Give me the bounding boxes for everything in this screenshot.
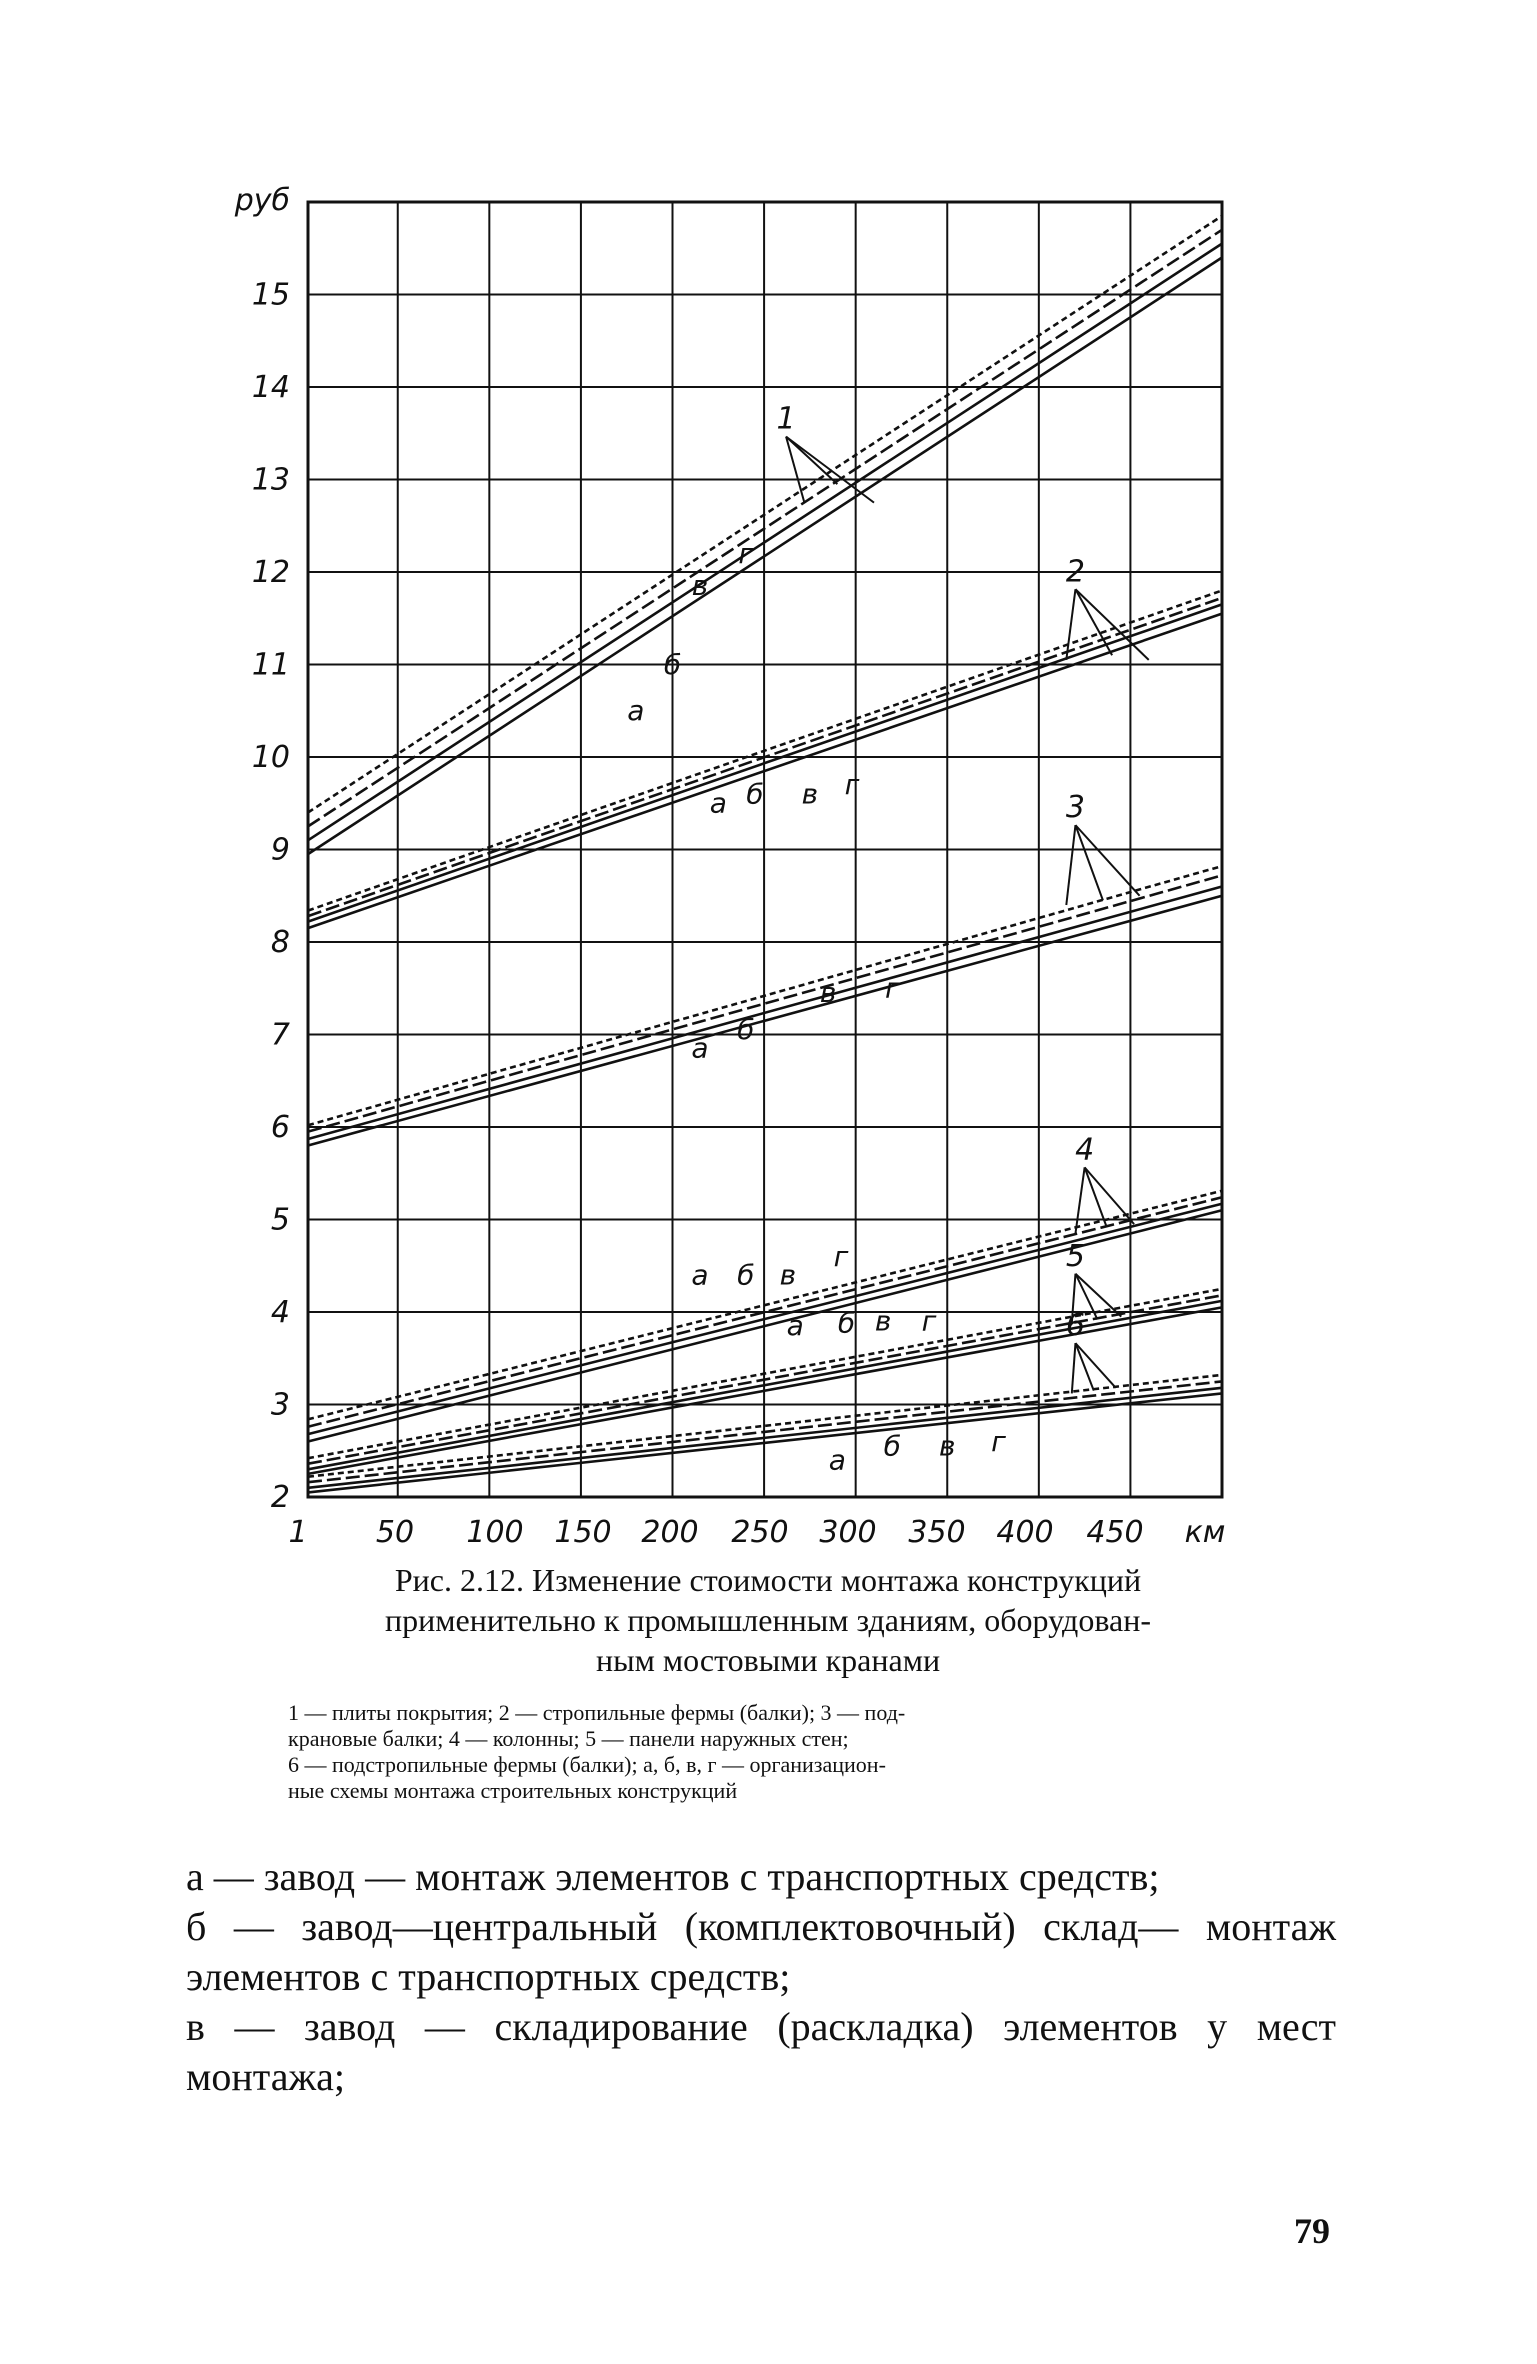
scheme-letter-2-в: в xyxy=(801,777,819,811)
scheme-letter-6-в: в xyxy=(938,1429,956,1463)
group-pointer-6 xyxy=(1075,1343,1093,1391)
legend-line: крановые балки; 4 — колонны; 5 — панели наружных стен; xyxy=(288,1726,849,1751)
scheme-letter-1-в: в xyxy=(691,569,709,603)
group-pointer-4 xyxy=(1085,1167,1134,1224)
body-paragraph: в — завод — складирование (раскладка) элементов у мест монтажа; xyxy=(186,2004,1336,2099)
y-tick-label: 15 xyxy=(251,277,290,313)
x-tick-label: км xyxy=(1184,1515,1226,1550)
scheme-letter-5-а: а xyxy=(786,1309,804,1343)
scheme-letter-5-в: в xyxy=(874,1304,892,1338)
scheme-letter-4-а: а xyxy=(691,1258,709,1292)
scheme-letter-6-б: б xyxy=(883,1429,901,1463)
scheme-letter-5-г: г xyxy=(921,1304,937,1338)
scheme-letter-2-г: г xyxy=(844,768,860,801)
scheme-letter-3-б: б xyxy=(737,1013,755,1047)
y-tick-label: 8 xyxy=(270,925,290,960)
x-tick-label: 200 xyxy=(641,1515,699,1550)
legend-line: 1 — плиты покрытия; 2 — стропильные фермы (балки); 3 — под- xyxy=(288,1700,906,1725)
scheme-letter-4-б: б xyxy=(737,1258,755,1292)
y-tick-label: 2 xyxy=(270,1480,290,1515)
y-tick-label: 7 xyxy=(270,1017,290,1053)
group-pointer-1 xyxy=(786,437,804,503)
group-pointer-3 xyxy=(1066,825,1075,905)
legend-line: ные схемы монтажа строительных конструкций xyxy=(288,1778,738,1803)
scheme-letter-1-г: г xyxy=(738,536,754,570)
chart-annotations xyxy=(627,402,1148,1477)
scheme-letter-6-г: г xyxy=(991,1424,1006,1458)
y-tick-label: 4 xyxy=(270,1295,290,1330)
group-pointer-4 xyxy=(1075,1167,1084,1233)
scheme-letter-3-а: а xyxy=(691,1031,709,1065)
caption-title-line: применительно к промышленным зданиям, оборудован- xyxy=(384,1602,1151,1638)
group-label-4: 4 xyxy=(1075,1132,1095,1168)
caption-title-line: Рис. 2.12. Изменение стоимости монтажа конструкций xyxy=(394,1562,1142,1598)
group-pointer-1 xyxy=(786,437,837,485)
group-pointer-1 xyxy=(786,437,874,503)
group-pointer-2 xyxy=(1075,589,1148,660)
y-tick-label: 10 xyxy=(251,740,290,775)
group-label-6: 6 xyxy=(1065,1308,1086,1344)
x-tick-label: 100 xyxy=(466,1515,524,1550)
y-tick-label: 14 xyxy=(251,370,290,405)
group-pointer-4 xyxy=(1085,1167,1107,1227)
page-number: 79 xyxy=(1294,2211,1330,2251)
legend-line: 6 — подстропильные фермы (балки); а, б, в, г — организацион- xyxy=(288,1752,886,1777)
x-tick-label: 400 xyxy=(996,1515,1054,1550)
x-tick-label: 300 xyxy=(819,1515,877,1550)
group-pointer-6 xyxy=(1075,1343,1115,1388)
y-tick-label: 9 xyxy=(270,832,290,868)
group-pointer-2 xyxy=(1075,589,1112,655)
x-tick-label: 350 xyxy=(908,1515,966,1550)
scheme-letter-2-б: б xyxy=(746,777,764,811)
group-pointer-6 xyxy=(1072,1343,1076,1393)
scheme-letter-6-а: а xyxy=(828,1443,846,1477)
y-tick-label: 11 xyxy=(251,647,290,683)
x-tick-label: 250 xyxy=(731,1515,789,1550)
body-text xyxy=(186,1852,1336,2102)
x-tick-label: 50 xyxy=(375,1515,415,1550)
scheme-letter-3-г: г xyxy=(884,971,900,1005)
body-paragraph: а — завод — монтаж элементов с транспортных средств; xyxy=(186,1854,1160,1899)
scheme-letter-2-а: а xyxy=(709,786,727,820)
x-tick-label: 450 xyxy=(1086,1515,1144,1550)
scheme-letter-1-а: а xyxy=(627,694,645,727)
group-label-3: 3 xyxy=(1065,790,1086,826)
group-label-1: 1 xyxy=(776,401,796,437)
y-tick-label: руб xyxy=(234,183,290,218)
y-tick-label: 3 xyxy=(270,1387,290,1423)
caption-title-line: ным мостовыми кранами xyxy=(595,1642,941,1678)
scheme-letter-3-в: в xyxy=(819,976,837,1010)
body-paragraph: б — завод—центральный (комплектовочный) склад— монтаж элементов с транспортных средств; xyxy=(186,1904,1336,1999)
figure-legend xyxy=(288,1700,1248,1804)
x-tick-label: 1 xyxy=(288,1515,308,1550)
scheme-letter-1-б: б xyxy=(663,647,682,681)
x-tick-label: 150 xyxy=(554,1515,612,1550)
scheme-letter-4-в: в xyxy=(779,1258,797,1292)
y-tick-label: 5 xyxy=(270,1202,290,1238)
group-pointer-3 xyxy=(1075,825,1102,900)
y-tick-label: 6 xyxy=(270,1110,290,1145)
y-tick-label: 12 xyxy=(251,555,290,590)
group-label-2: 2 xyxy=(1065,554,1086,590)
group-label-5: 5 xyxy=(1065,1238,1086,1274)
figure-caption-title xyxy=(288,1560,1248,1680)
scheme-letter-4-г: г xyxy=(833,1239,849,1273)
y-tick-label: 13 xyxy=(251,462,290,498)
scheme-letter-5-б: б xyxy=(837,1306,856,1340)
